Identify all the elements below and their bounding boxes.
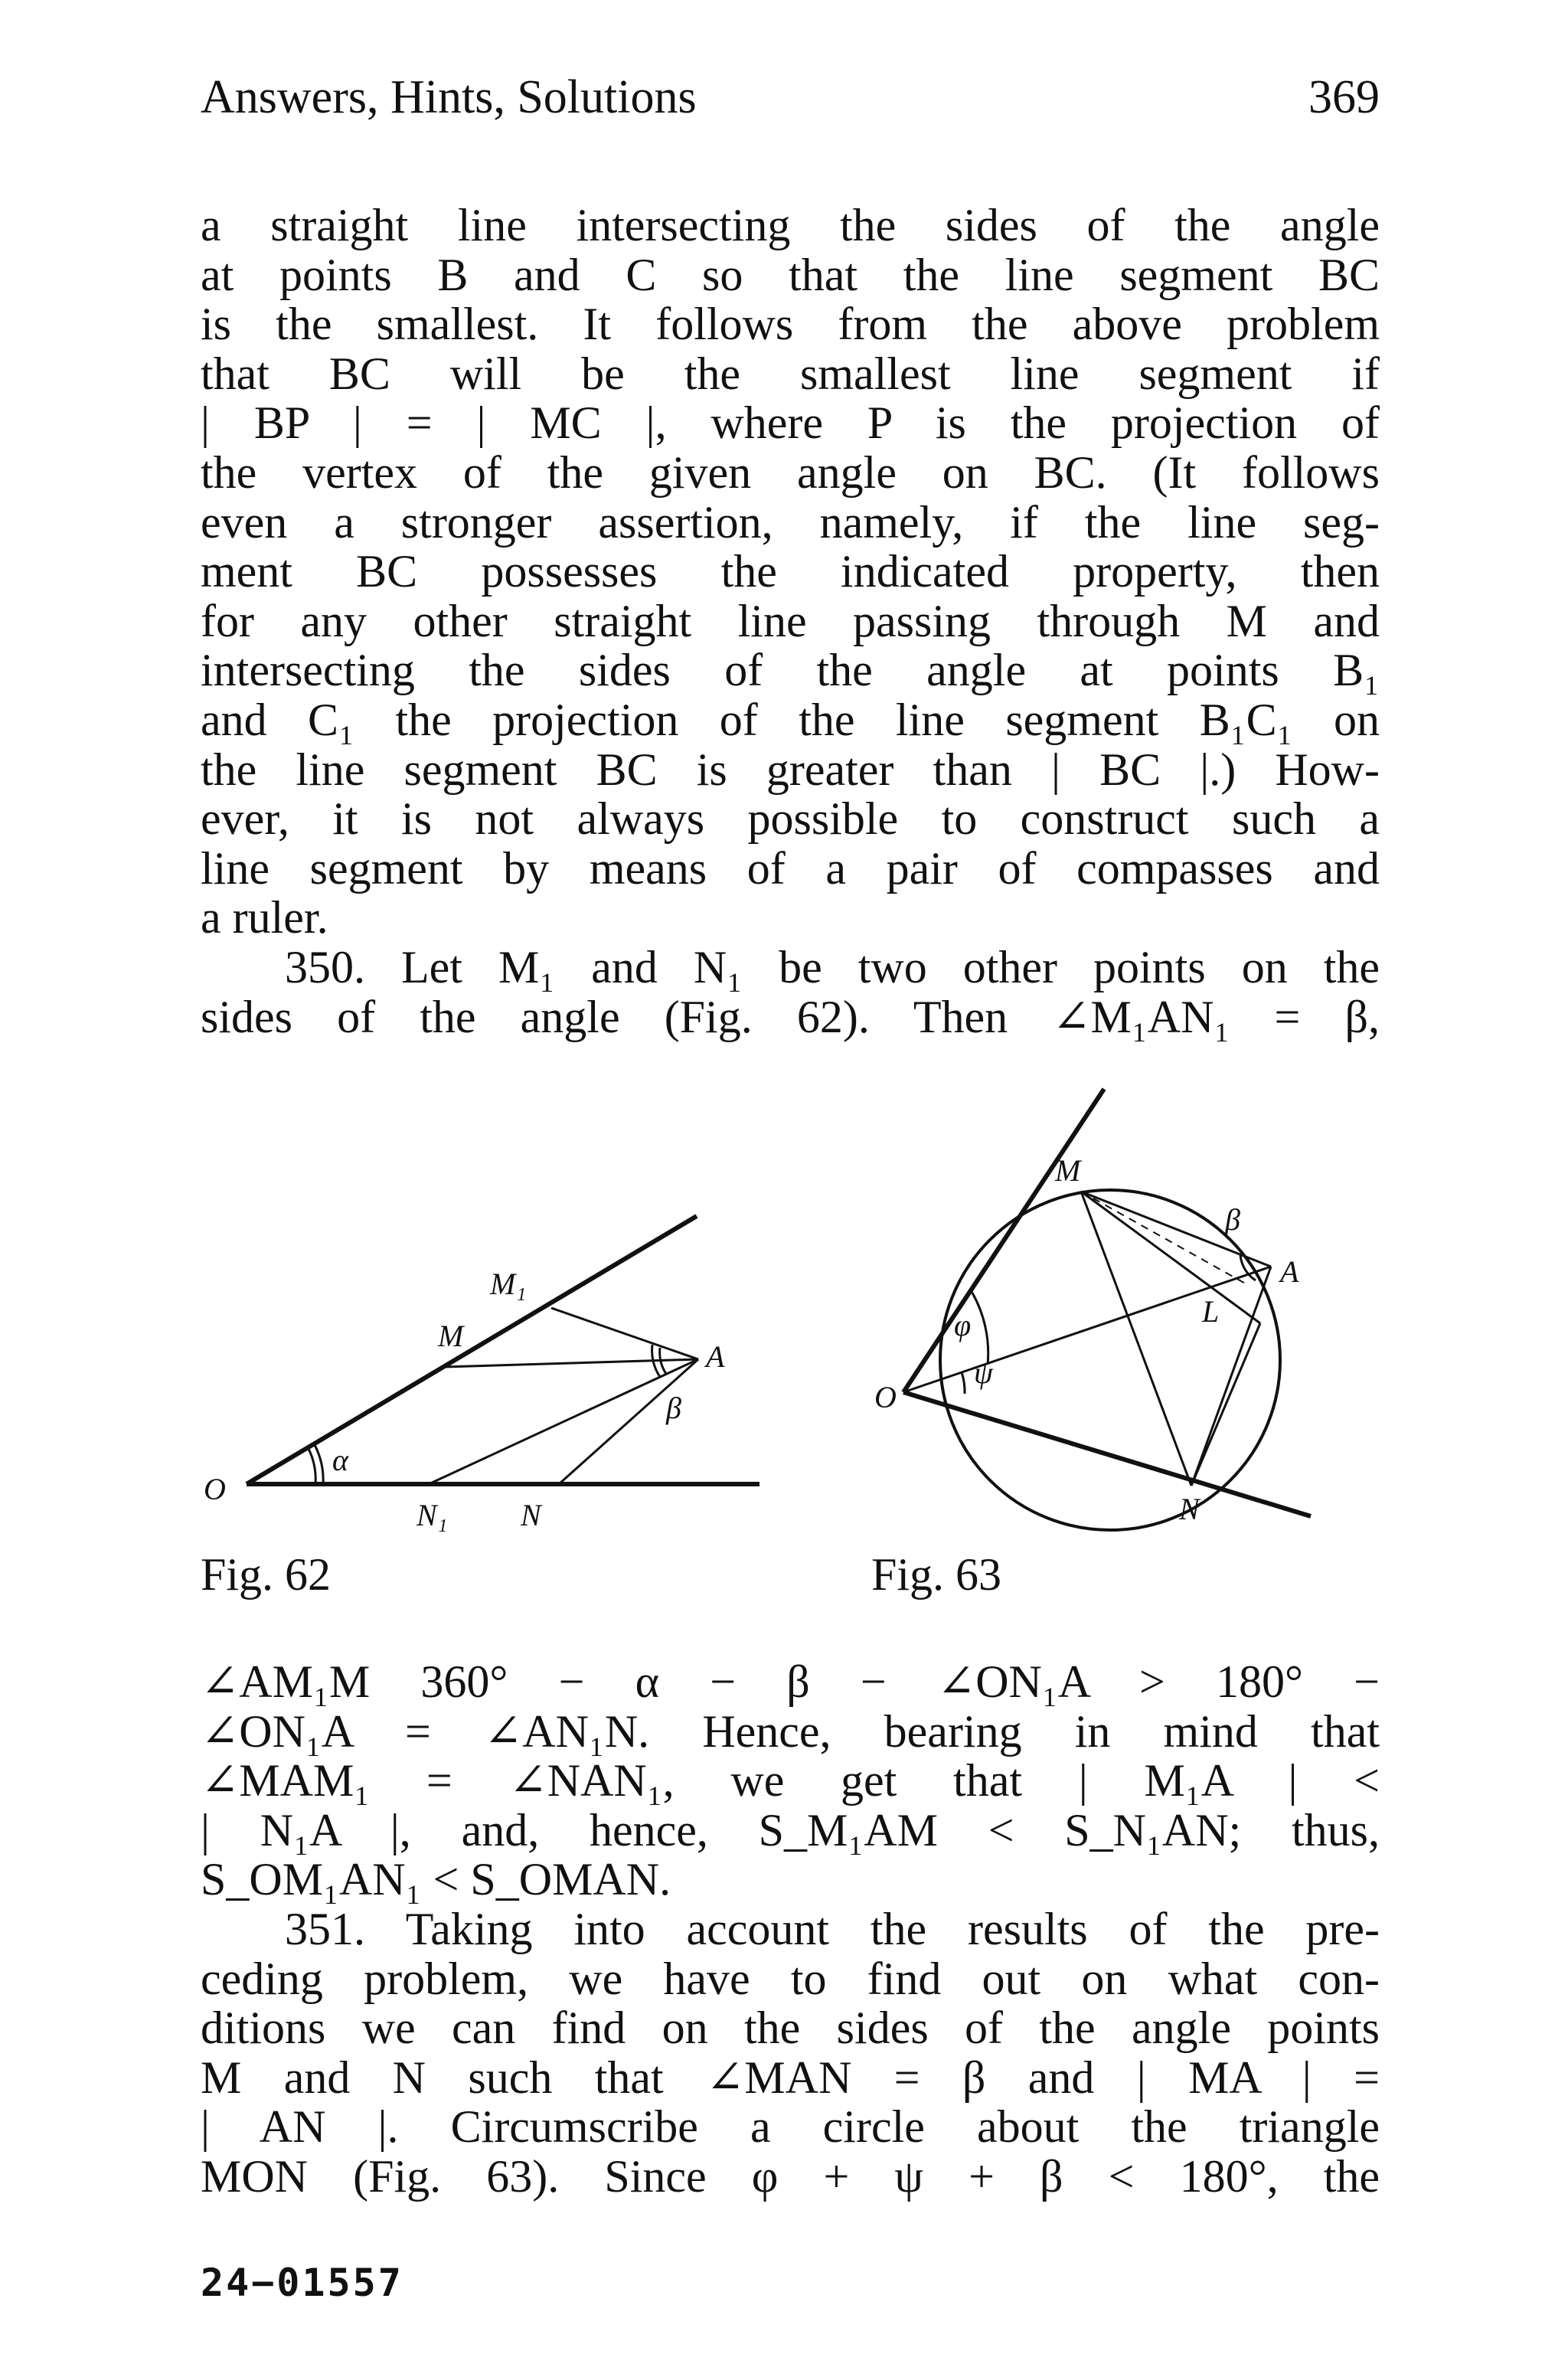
figure-62-caption: Fig. 62 (201, 1549, 332, 1600)
text-line: | N₁A |, and, hence, S_M₁AM < S_N₁AN; thus, (201, 1804, 1380, 1855)
label-beta: β (666, 1391, 681, 1425)
text-line: ment BC possesses the indicated property, then (201, 546, 1380, 597)
label-O: O (204, 1472, 226, 1506)
text-line: is the smallest. It follows from the above problem (201, 299, 1380, 350)
label-psi: ψ (974, 1355, 993, 1390)
label-L: L (1202, 1294, 1220, 1329)
figure-62-diagram (201, 1195, 775, 1532)
label-phi: φ (954, 1308, 972, 1342)
text-line: ceding problem, we have to find out on what con- (201, 1953, 1380, 2004)
text-line: M and N such that ∠MAN = β and | MA | = (201, 2052, 1380, 2103)
text-line: | AN |. Circumscribe a circle about the triangle (201, 2101, 1380, 2153)
text-line: ditions we can find on the sides of the angle points (201, 2003, 1380, 2054)
figure-63-diagram (858, 1080, 1348, 1539)
running-header (201, 70, 1380, 132)
page-number: 369 (1308, 71, 1380, 123)
running-title: Answers, Hints, Solutions (201, 71, 697, 123)
text-line: line segment by means of a pair of compasses and (201, 842, 1380, 894)
text-line: for any other straight line passing through M and (201, 595, 1380, 646)
text-line: a ruler. (201, 892, 328, 943)
text-block-upper (201, 201, 1380, 1041)
problem-350-start: 350. Let M₁ and N₁ be two other points on the (285, 941, 1380, 992)
figure-63 (858, 1080, 1348, 1539)
text-line: S_OM₁AN₁ < S_OMAN. (201, 1854, 671, 1905)
text-line: sides of the angle (Fig. 62). Then ∠M₁AN₁ = β, (201, 991, 1380, 1042)
text-line: and C₁ the projection of the line segment B₁C₁ on (201, 694, 1380, 745)
text-block-lower (201, 1657, 1380, 2202)
label-O: O (874, 1380, 897, 1414)
problem-351-start: 351. Taking into account the results of the pre- (285, 1903, 1380, 1954)
text-line: a straight line intersecting the sides of the angle (201, 200, 1380, 250)
label-M1: M₁ (490, 1267, 527, 1301)
label-alpha: α (332, 1443, 348, 1477)
printer-signature: 24−01557 (201, 2261, 403, 2305)
text-line: | BP | = | MC |, where P is the projection of (201, 397, 1380, 449)
figure-63-caption: Fig. 63 (871, 1549, 1002, 1600)
label-A: A (1280, 1254, 1299, 1289)
label-A: A (706, 1339, 725, 1374)
label-beta: β (1225, 1202, 1240, 1237)
text-line: even a stronger assertion, namely, if the line seg- (201, 496, 1380, 548)
text-line: MON (Fig. 63). Since φ + ψ + β < 180°, the (201, 2150, 1380, 2202)
text-line: the vertex of the given angle on BC. (It follows (201, 446, 1380, 498)
text-line: intersecting the sides of the angle at points B₁ (201, 645, 1380, 696)
label-M: M (438, 1319, 464, 1353)
text-line: ∠ON₁A = ∠AN₁N. Hence, bearing in mind that (201, 1705, 1380, 1757)
label-N: N (1179, 1492, 1200, 1526)
text-line: that BC will be the smallest line segment if (201, 348, 1380, 399)
text-line: the line segment BC is greater than | BC |.) How- (201, 744, 1380, 795)
text-line: ∠MAM₁ = ∠NAN₁, we get that | M₁A | < (201, 1755, 1380, 1806)
text-line: ∠AM₁M 360° − α − β − ∠ON₁A > 180° − (201, 1656, 1380, 1707)
text-line: ever, it is not always possible to construct such a (201, 793, 1380, 845)
label-M: M (1055, 1153, 1081, 1188)
figure-62 (201, 1195, 775, 1532)
label-N1: N₁ (416, 1498, 448, 1532)
text-line: at points B and C so that the line segment BC (201, 249, 1380, 300)
label-N: N (521, 1498, 541, 1532)
